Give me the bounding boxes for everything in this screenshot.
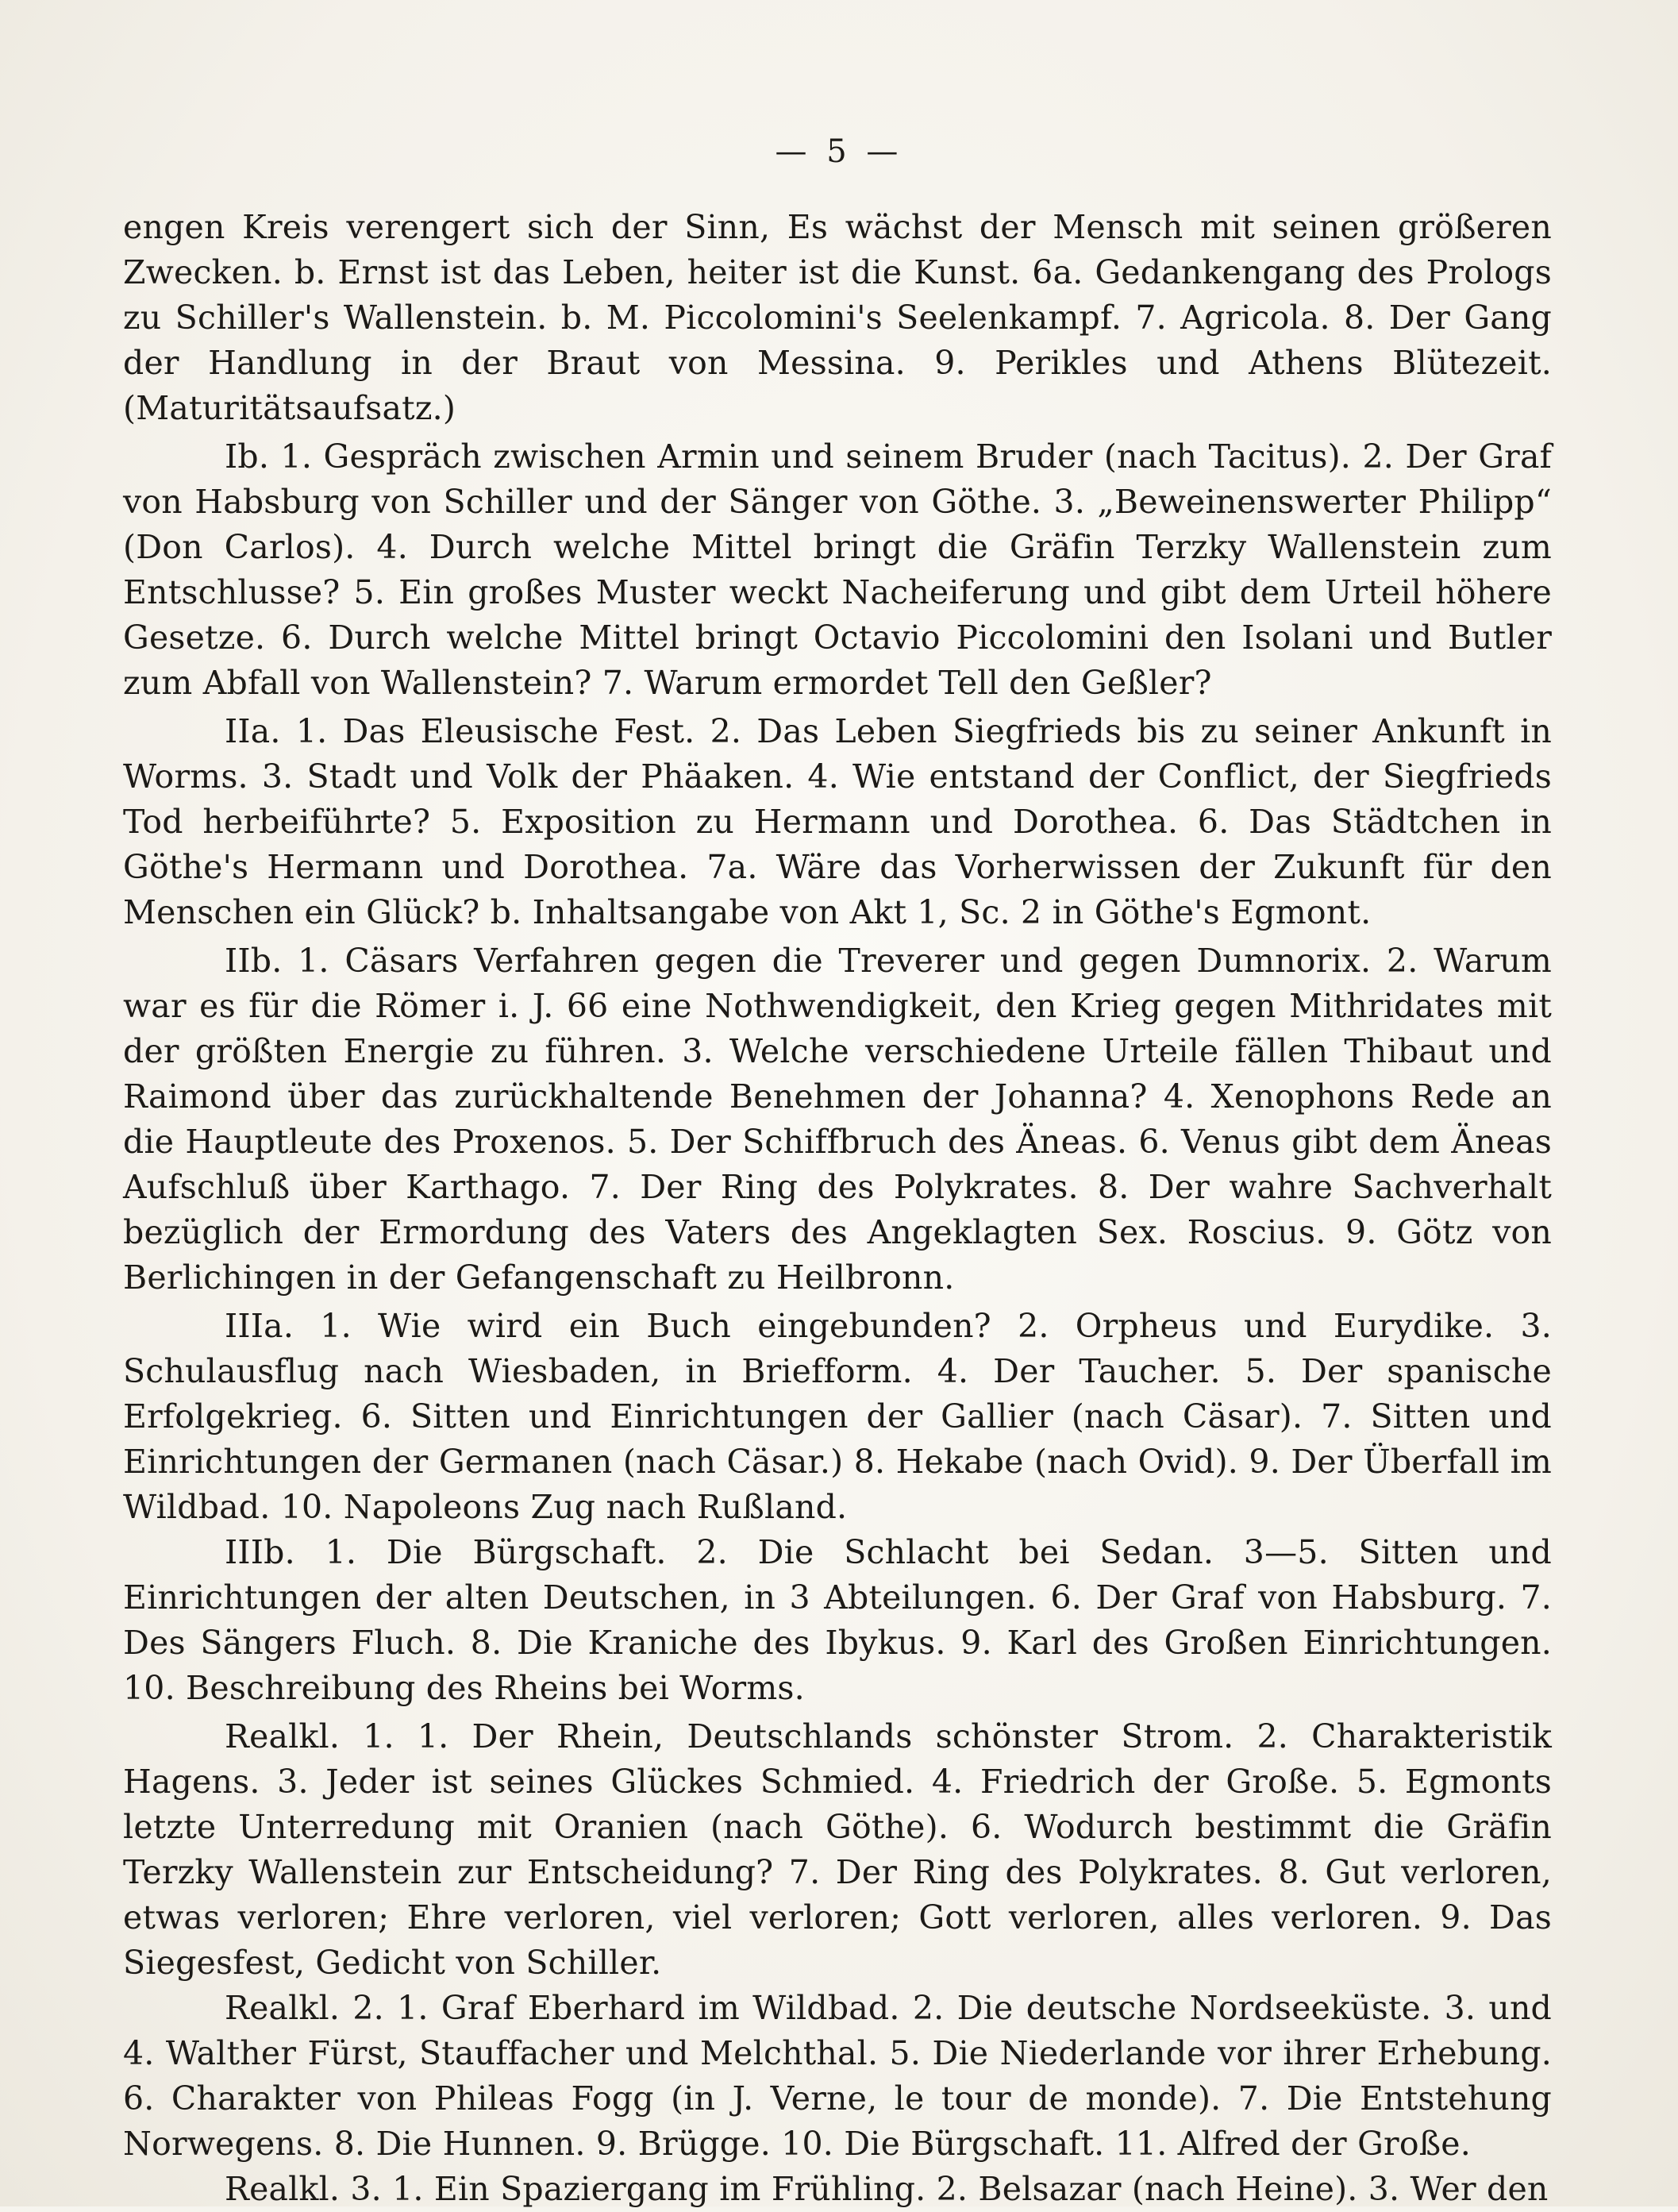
- paragraph-iiib: IIIb. 1. Die Bürgschaft. 2. Die Schlacht bei Sedan. 3—5. Sitten und Einrichtungen der alten Deutschen, in 3 Abteilungen. 6. Der Graf von Habsburg. 7. Des Sängers Fluch. 8. Die Kraniche des Ibykus. 9. Karl des Großen Einrichtungen. 10. Beschreibung des Rheins bei Worms.: [123, 1533, 1552, 1707]
- page-number: — 5 —: [775, 133, 903, 170]
- paragraph-iia: IIa. 1. Das Eleusische Fest. 2. Das Leben Siegfrieds bis zu seiner Ankunft in Worms. 3. Stadt und Volk der Phäaken. 4. Wie entstand der Conflict, der Siegfrieds Tod herbeiführte? 5. Exposition zu Hermann und Dorothea. 6. Das Städtchen in Göthe's Hermann und Dorothea. 7a. Wäre das Vorherwissen der Zukunft für den Menschen ein Glück? b. Inhaltsangabe von Akt 1, Sc. 2 in Göthe's Egmont.: [123, 712, 1552, 931]
- paragraph-realkl-2: Realkl. 2. 1. Graf Eberhard im Wildbad. 2. Die deutsche Nordseeküste. 3. und 4. Walther Fürst, Stauffacher und Melchthal. 5. Die Niederlande vor ihrer Erhebung. 6. Charakter von Phileas Fogg (in J. Verne, le tour de monde). 7. Die Entstehung Norwegens. 8. Die Hunnen. 9. Brügge. 10. Die Bürgschaft. 11. Alfred der Große.: [123, 1989, 1552, 2163]
- paragraph-realkl-1: Realkl. 1. 1. Der Rhein, Deutschlands schönster Strom. 2. Charakteristik Hagens. 3. Jeder ist seines Glückes Schmied. 4. Friedrich der Große. 5. Egmonts letzte Unterredung mit Oranien (nach Göthe). 6. Wodurch bestimmt die Gräfin Terzky Wallenstein zur Entscheidung? 7. Der Ring des Polykrates. 8. Gut verloren, etwas verloren; Ehre verloren, viel verloren; Gott verloren, alles verloren. 9. Das Siegesfest, Gedicht von Schiller.: [123, 1717, 1552, 1982]
- paragraph-ib: Ib. 1. Gespräch zwischen Armin und seinem Bruder (nach Tacitus). 2. Der Graf von Habsburg von Schiller und der Sänger von Göthe. 3. „Beweinenswerter Philipp“ (Don Carlos). 4. Durch welche Mittel bringt die Gräfin Terzky Wallenstein zum Entschlusse? 5. Ein großes Muster weckt Nacheiferung und gibt dem Urteil höhere Gesetze. 6. Durch welche Mittel bringt Octavio Piccolomini den Isolani und Butler zum Abfall von Wallenstein? 7. Warum ermordet Tell den Geßler?: [123, 437, 1552, 702]
- paragraph-realkl-3: Realkl. 3. 1. Ein Spaziergang im Frühling. 2. Belsazar (nach Heine). 3. Wer den: [225, 2170, 1549, 2208]
- paragraph-continuation-ia: engen Kreis verengert sich der Sinn, Es wächst der Mensch mit seinen größeren Zwecken. b. Ernst ist das Leben, heiter ist die Kunst. 6a. Gedankengang des Prologs zu Schiller's Wallenstein. b. M. Piccolomini's Seelenkampf. 7. Agricola. 8. Der Gang der Handlung in der Braut von Messina. 9. Perikles und Athens Blütezeit. (Maturitätsaufsatz.): [123, 208, 1552, 427]
- paragraph-iiia: IIIa. 1. Wie wird ein Buch eingebunden? 2. Orpheus und Eurydike. 3. Schulausflug nach Wiesbaden, in Briefform. 4. Der Taucher. 5. Der spanische Erfolgekrieg. 6. Sitten und Einrichtungen der Gallier (nach Cäsar). 7. Sitten und Einrichtungen der Germanen (nach Cäsar.) 8. Hekabe (nach Ovid). 9. Der Überfall im Wildbad. 10. Napoleons Zug nach Rußland.: [123, 1307, 1552, 1526]
- essay-topics-text: [123, 205, 1552, 2212]
- paragraph-iib: IIb. 1. Cäsars Verfahren gegen die Treverer und gegen Dumnorix. 2. Warum war es für die Römer i. J. 66 eine Nothwendigkeit, den Krieg gegen Mithridates mit der größten Energie zu führen. 3. Welche verschiedene Urteile fällen Thibaut und Raimond über das zurückhaltende Benehmen der Johanna? 4. Xenophons Rede an die Hauptleute des Proxenos. 5. Der Schiffbruch des Äneas. 6. Venus gibt dem Äneas Aufschluß über Karthago. 7. Der Ring des Polykrates. 8. Der wahre Sachverhalt bezüglich der Ermordung des Vaters des Angeklagten Sex. Roscius. 9. Götz von Berlichingen in der Gefangenschaft zu Heilbronn.: [123, 942, 1552, 1297]
